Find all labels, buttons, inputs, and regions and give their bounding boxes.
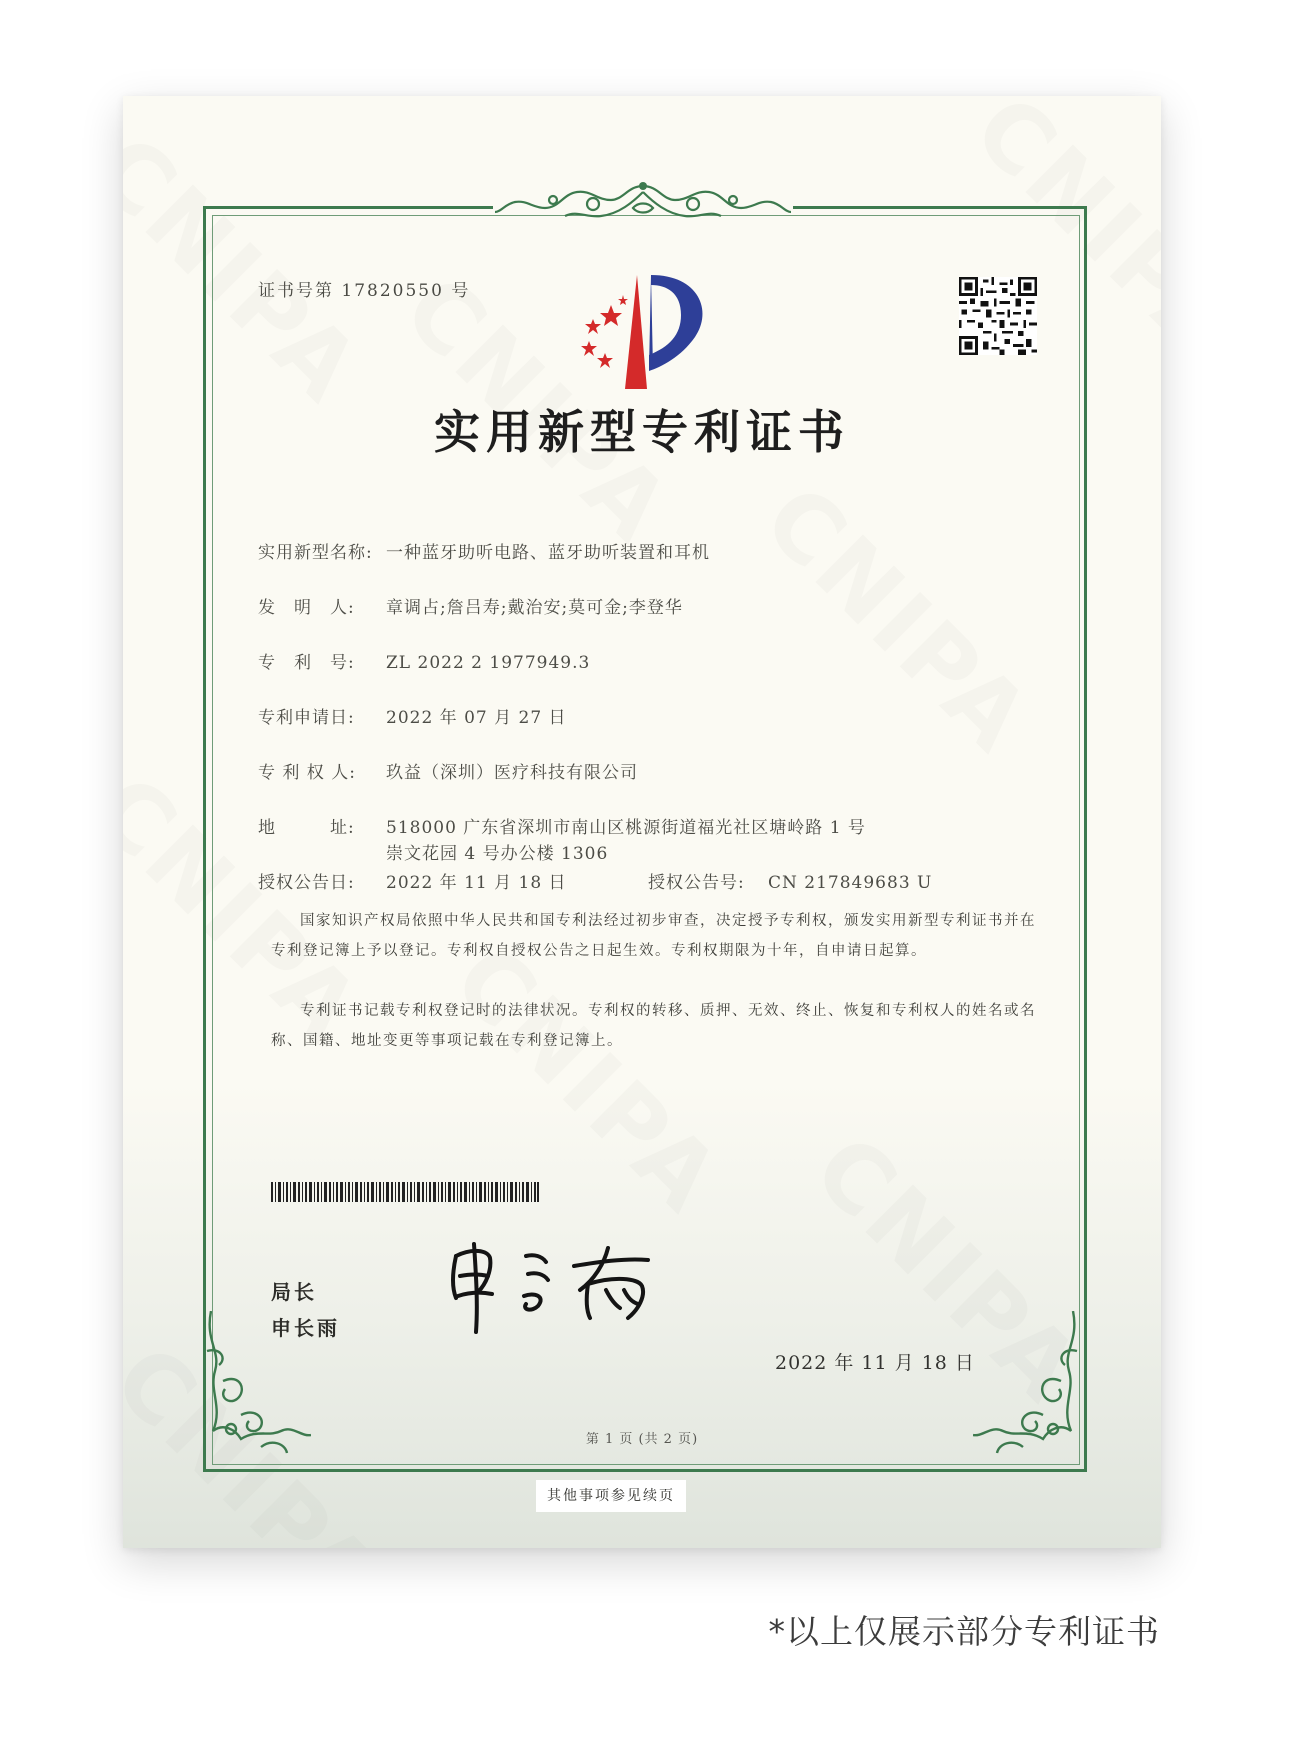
sign-date: 2022 年 11 月 18 日 [775,1352,975,1374]
field-value: 玖益（深圳）医疗科技有限公司 [386,763,638,783]
top-ornament-icon [493,178,793,230]
field-value: 2022 年 11 月 18 日 [386,873,567,893]
certificate-title: 实用新型专利证书 [434,405,850,459]
field-label: 实用新型名称: [258,543,373,563]
cnipa-emblem-icon [563,271,713,391]
field-label: 发 明 人: [258,598,355,618]
field-grant-number [648,868,932,893]
certificate-paper [123,96,1161,1548]
legal-status-paragraph: 专利证书记载专利权登记时的法律状况。专利权的转移、质押、无效、终止、恢复和专利权人的姓名或名称、国籍、地址变更等事项记载在专利登记簿上。 [271,1003,1036,1049]
certificate-number-suffix: 号 [451,281,471,301]
qr-code-icon [959,277,1037,355]
certificate-number-value: 17820550 [341,281,444,301]
field-application-date [258,703,567,728]
field-value: 2022 年 07 月 27 日 [386,708,567,728]
director-title: 局长 [271,1280,317,1304]
director-signature [438,1234,678,1334]
field-patent-number [258,648,590,673]
field-label: 专利申请日: [258,708,355,728]
statement-paragraph: 国家知识产权局依照中华人民共和国专利法经过初步审查，决定授予专利权，颁发实用新型专利证书并在专利登记簿上予以登记。专利权自授权公告之日起生效。专利权期限为十年，自申请日起算。 [271,913,1036,959]
image-caption: *以上仅展示部分专利证书 [768,1612,1160,1651]
field-label: 地 址: [258,818,355,838]
field-label: 授权公告日: [258,873,355,893]
field-value: 章调占;詹吕寿;戴治安;莫可金;李登华 [386,598,683,618]
certificate-number [258,276,470,301]
field-grant-date [258,868,567,893]
field-label: 专 利 权 人: [258,763,356,783]
field-utility-model-name [258,538,710,563]
field-patentee [258,758,638,783]
field-value: CN 217849683 U [768,873,933,893]
page-number: 第 1 页 (共 2 页) [585,1432,699,1447]
field-label: 专 利 号: [258,653,355,673]
field-label: 授权公告号: [648,873,745,893]
barcode-icon [271,1182,539,1202]
continued-note: 其他事项参见续页 [536,1480,686,1512]
field-value: 一种蓝牙助听电路、蓝牙助听装置和耳机 [386,543,710,563]
field-value: 崇文花园 4 号办公楼 1306 [386,844,609,864]
director-name: 申长雨 [271,1316,340,1340]
field-address-line2 [386,839,608,864]
field-address [258,813,866,838]
field-value: 518000 广东省深圳市南山区桃源街道福光社区塘岭路 1 号 [386,818,866,838]
field-value: ZL 2022 2 1977949.3 [386,653,591,673]
field-inventors [258,593,683,618]
certificate-number-label: 证书号第 [258,281,334,301]
